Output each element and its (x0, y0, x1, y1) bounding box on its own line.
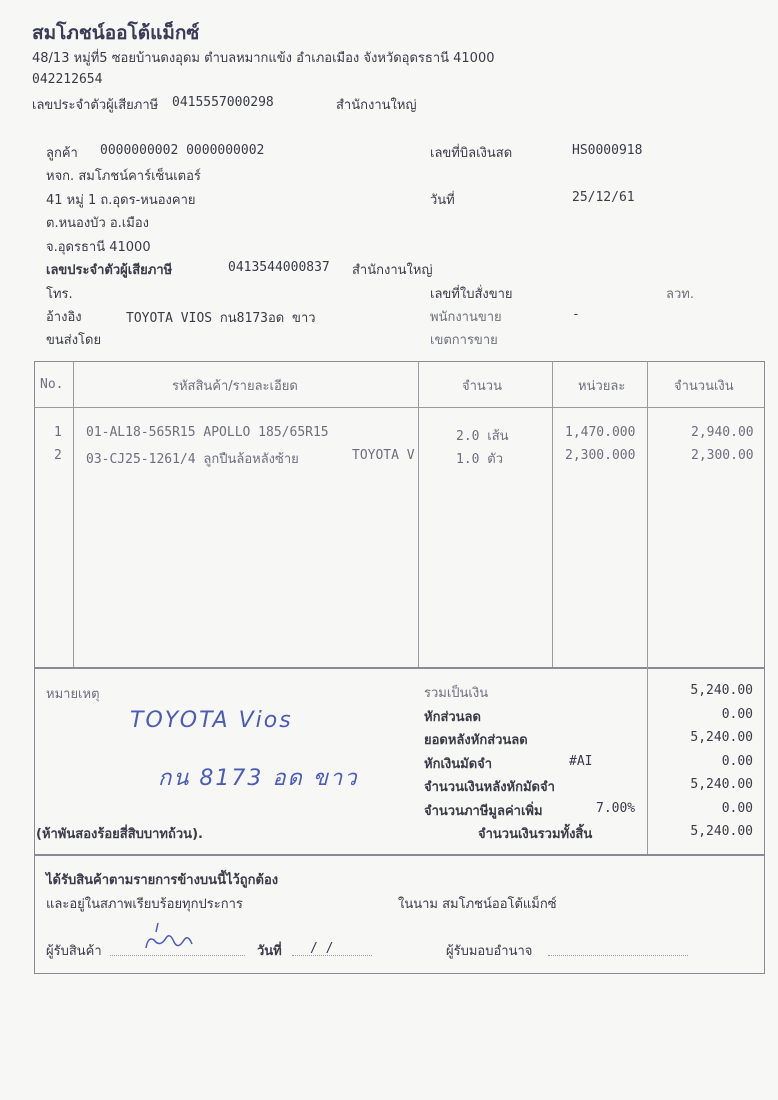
subtotal-value: 5,240.00 (690, 683, 753, 698)
customer-addr3: จ.อุดรธานี 41000 (46, 240, 151, 255)
note-label: หมายเหตุ (46, 687, 100, 702)
seller-tax-id: 0415557000298 (172, 95, 274, 110)
customer-label: ลูกค้า (46, 146, 78, 161)
handwritten-plate: กน 8173 อด ขาว (158, 766, 359, 791)
grand-total-label: จำนวนเงินรวมทั้งสิ้น (478, 827, 593, 842)
col-divider (552, 361, 553, 667)
receiver-label: ผู้รับสินค้า (46, 944, 102, 959)
after-discount-label: ยอดหลังหักส่วนลด (424, 733, 528, 748)
handwritten-model: TOYOTA Vios (130, 708, 293, 733)
bill-label: เลขที่บิลเงินสด (430, 146, 513, 161)
order-value: ลวท. (666, 287, 694, 302)
summary-divider (647, 667, 648, 854)
customer-tax-label: เลขประจำตัวผู้เสียภาษี (46, 263, 173, 278)
customer-code: 0000000002 0000000002 (100, 143, 265, 158)
row-2-no: 2 (54, 448, 62, 463)
deposit-code: #AI (569, 754, 593, 769)
date-label: วันที่ (430, 193, 455, 208)
terms-label: เขตการขาย (430, 333, 498, 348)
deposit-label: หักเงินมัดจำ (424, 757, 493, 772)
after-deposit-value: 5,240.00 (690, 777, 753, 792)
deposit-value: 0.00 (721, 754, 753, 769)
discount-value: 0.00 (721, 707, 753, 722)
receive-date-blank: / / (310, 941, 334, 956)
receive-date-label: วันที่ (257, 944, 282, 959)
th-no: No. (40, 377, 64, 392)
subtotal-label: รวมเป็นเงิน (424, 686, 489, 701)
seller-branch: สำนักงานใหญ่ (336, 98, 417, 113)
sales-value: - (572, 307, 580, 322)
customer-addr2: ต.หนองบัว อ.เมือง (46, 216, 149, 231)
table-header-divider (34, 407, 764, 408)
customer-branch: สำนักงานใหญ่ (352, 263, 433, 278)
vat-value: 0.00 (721, 801, 753, 816)
receiver-signature (140, 918, 200, 958)
customer-addr1: 41 หมู่ 1 ถ.อุดร-หนองคาย (46, 193, 196, 208)
receive-date-line (292, 955, 372, 956)
seller-address: 48/13 หมู่ที่5 ซอยบ้านดงอุดม ตำบลหมากแข้ง อำเภอเมือง จังหวัดอุดรธานี 41000 (32, 51, 495, 66)
authorized-signature-line (548, 955, 688, 956)
on-behalf-of: ในนาม สมโภชน์ออโต้แม็กซ์ (398, 897, 557, 912)
row-2-qty: 1.0 ตัว (456, 452, 504, 467)
discount-label: หักส่วนลด (424, 710, 481, 725)
row-2-desc-extra: TOYOTA V (352, 448, 415, 463)
row-1-desc: 01-AL18-565R15 APOLLO 185/65R15 (86, 425, 329, 440)
amount-in-words: (ห้าพันสองร้อยสี่สิบบาทถ้วน). (36, 827, 203, 842)
row-1-amount: 2,940.00 (691, 425, 754, 440)
after-discount-value: 5,240.00 (690, 730, 753, 745)
customer-tax-id: 0413544000837 (228, 260, 330, 275)
seller-phone: 042212654 (32, 72, 103, 87)
col-divider (73, 361, 74, 667)
invoice-date: 25/12/61 (572, 190, 635, 205)
row-2-desc: 03-CJ25-1261/4 ลูกปืนล้อหลังซ้าย (86, 452, 299, 467)
th-description: รหัสสินค้า/รายละเอียด (172, 379, 298, 394)
customer-phone-label: โทร. (46, 287, 73, 302)
customer-name: หจก. สมโภชน์คาร์เซ็นเตอร์ (46, 169, 201, 184)
row-1-no: 1 (54, 425, 62, 440)
th-amount: จำนวนเงิน (674, 379, 734, 394)
customer-ref-value: TOYOTA VIOS กน8173อด ขาว (126, 311, 316, 326)
th-quantity: จำนวน (462, 379, 502, 394)
row-2-unit: 2,300.000 (565, 448, 636, 463)
vat-rate: 7.00% (596, 801, 636, 816)
seller-name: สมโภชน์ออโต้แม็กซ์ (32, 22, 200, 44)
grand-total-value: 5,240.00 (690, 824, 753, 839)
customer-ref-label: อ้างอิง (46, 310, 82, 325)
condition-statement: และอยู่ในสภาพเรียบร้อยทุกประการ (46, 897, 243, 912)
authorized-label: ผู้รับมอบอำนาจ (446, 944, 533, 959)
after-deposit-label: จำนวนเงินหลังหักมัดจำ (424, 780, 555, 795)
col-divider (647, 361, 648, 667)
received-statement: ได้รับสินค้าตามรายการข้างบนนี้ไว้ถูกต้อง (46, 873, 279, 888)
sales-label: พนักงานขาย (430, 310, 502, 325)
th-unit-price: หน่วยละ (578, 379, 626, 394)
customer-ship-label: ขนส่งโดย (46, 333, 102, 348)
row-1-qty: 2.0 เส้น (456, 429, 509, 444)
order-label: เลขที่ใบสั่งขาย (430, 287, 513, 302)
col-divider (418, 361, 419, 667)
bill-number: HS0000918 (572, 143, 643, 158)
seller-tax-label: เลขประจำตัวผู้เสียภาษี (32, 98, 159, 113)
vat-label: จำนวนภาษีมูลค่าเพิ่ม (424, 804, 543, 819)
row-1-unit: 1,470.000 (565, 425, 636, 440)
row-2-amount: 2,300.00 (691, 448, 754, 463)
